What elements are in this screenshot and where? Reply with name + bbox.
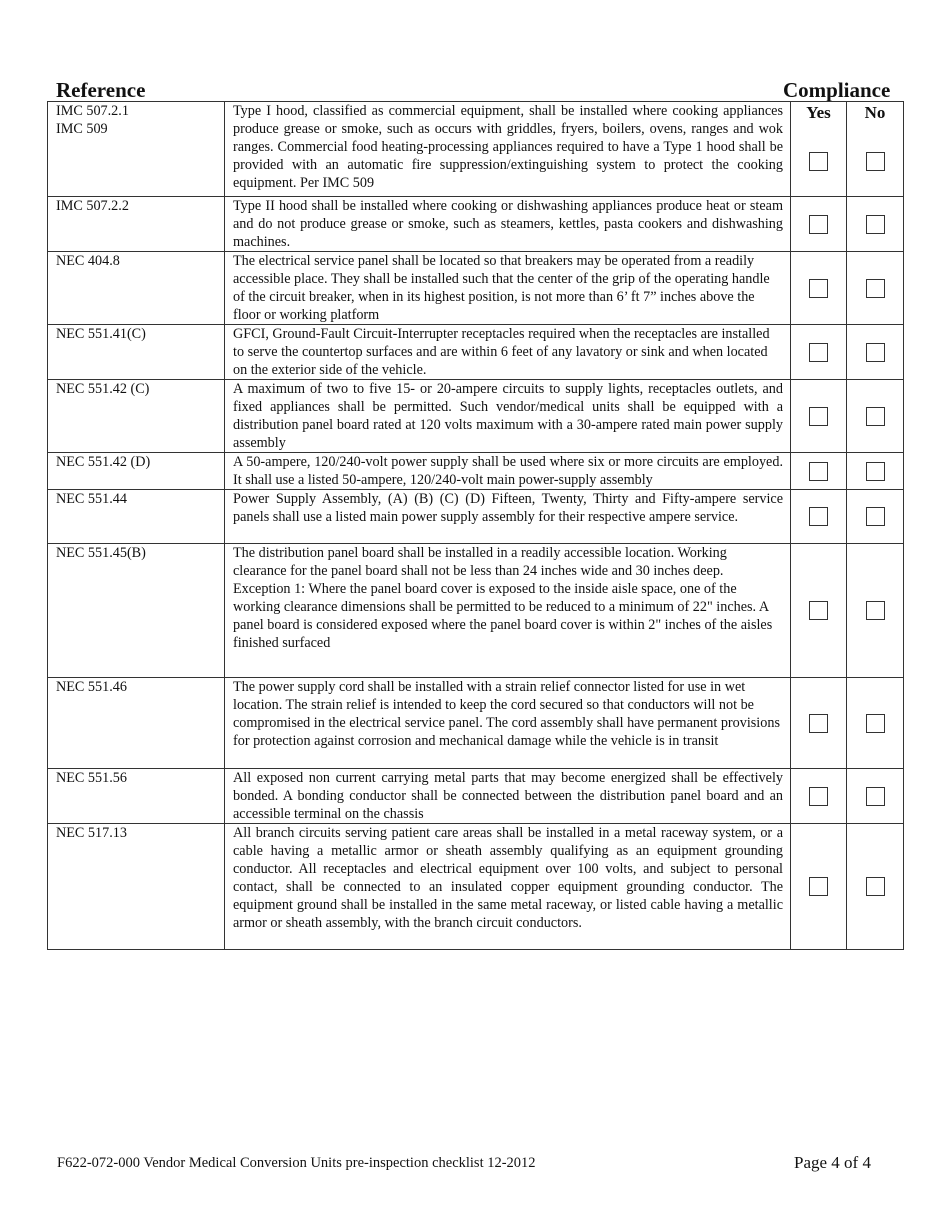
reference-cell: NEC 404.8	[48, 252, 225, 325]
no-cell	[847, 102, 904, 197]
table-row	[48, 490, 904, 544]
table-row	[48, 102, 904, 197]
no-checkbox[interactable]	[866, 215, 885, 234]
table-row	[48, 453, 904, 490]
requirement-cell: The electrical service panel shall be located so that breakers may be operated from a readily accessible place. They shall be installed such that the center of the grip of the operating handle of the circuit breaker, when in its highest position, is not more than 6’ ft 7” inches above the floor or working platform	[225, 252, 791, 325]
reference-cell: NEC 551.46	[48, 678, 225, 769]
no-checkbox[interactable]	[866, 407, 885, 426]
yes-cell	[791, 824, 847, 950]
no-checkbox[interactable]	[866, 279, 885, 298]
requirement-cell: The power supply cord shall be installed with a strain relief connector listed for use in wet location. The strain relief is intended to keep the cord secured so that conductors will not be compromised in the electrical service panel. The cord assembly shall have permanent provisions for protection against corrosion and mechanical damage while the vehicle is in transit	[225, 678, 791, 769]
no-checkbox[interactable]	[866, 601, 885, 620]
table-row	[48, 824, 904, 950]
reference-cell: IMC 507.2.2	[48, 197, 225, 252]
requirement-cell: All exposed non current carrying metal parts that may become energized shall be effectively bonded. A bonding conductor shall be connected between the distribution panel board and an accessible terminal on the chassis	[225, 769, 791, 824]
yes-checkbox[interactable]	[809, 877, 828, 896]
yes-cell	[791, 678, 847, 769]
requirement-cell: A 50-ampere, 120/240-volt power supply shall be used where six or more circuits are employed. It shall use a listed 50-ampere, 120/240-volt main power-supply assembly	[225, 453, 791, 490]
requirement-cell: All branch circuits serving patient care areas shall be installed in a metal raceway system, or a cable having a metallic armor or sheath assembly qualifying as an equipment grounding conductor. All receptacles and electrical equipment over 100 volts, and subject to personal contact, shall be connected to an insulated copper equipment grounding conductor. The equipment ground shall be installed in the same metal raceway, or listed cable having a metallic armor or sheath assembly, with the branch circuit conductors.	[225, 824, 791, 950]
reference-cell: NEC 551.41(C)	[48, 325, 225, 380]
yes-checkbox[interactable]	[809, 601, 828, 620]
table-row	[48, 678, 904, 769]
table-row	[48, 544, 904, 678]
table-row	[48, 252, 904, 325]
yes-cell	[791, 197, 847, 252]
reference-cell: NEC 517.13	[48, 824, 225, 950]
no-column-label: No	[864, 103, 886, 122]
yes-cell	[791, 769, 847, 824]
no-cell	[847, 544, 904, 678]
no-cell	[847, 453, 904, 490]
yes-cell	[791, 325, 847, 380]
no-cell	[847, 490, 904, 544]
table-row	[48, 380, 904, 453]
reference-cell: NEC 551.56	[48, 769, 225, 824]
yes-cell	[791, 490, 847, 544]
yes-checkbox[interactable]	[809, 343, 828, 362]
reference-cell: NEC 551.44	[48, 490, 225, 544]
requirement-cell: The distribution panel board shall be installed in a readily accessible location. Working clearance for the panel board shall not be less than 24 inches wide and 30 inches deep. Exception 1: Where the panel board cover is exposed to the inside aisle space, one of the working clearance dimensions shall be permitted to be reduced to a minimum of 22" inches. A panel board is considered exposed where the panel board cover is within 2" inches of the aisles finished surfaced	[225, 544, 791, 678]
yes-checkbox[interactable]	[809, 787, 828, 806]
no-checkbox[interactable]	[866, 507, 885, 526]
no-checkbox[interactable]	[866, 877, 885, 896]
no-cell	[847, 769, 904, 824]
no-cell	[847, 824, 904, 950]
compliance-heading: Compliance	[783, 78, 891, 102]
no-cell	[847, 678, 904, 769]
requirement-cell: A maximum of two to five 15- or 20-ampere circuits to supply lights, receptacles outlets, and fixed appliances shall be permitted. Such vendor/medical units shall be equipped with a distribution panel board rated at 120 volts maximum with a 30-ampere rated main power supply assembly	[225, 380, 791, 453]
table-row	[48, 197, 904, 252]
yes-cell	[791, 252, 847, 325]
requirement-cell: Type I hood, classified as commercial equipment, shall be installed where cooking appliances produce grease or smoke, such as occurs with griddles, fryers, boilers, ovens, ranges and wok ranges. Commercial food heating-processing appliances required to have a Type 1 hood shall be provided with an automatic fire suppression/extinguishing system to protect the cooking equipment. Per IMC 509	[225, 102, 791, 197]
form-number-footer: F622-072-000 Vendor Medical Conversion Units pre-inspection checklist 12-2012	[57, 1155, 536, 1171]
table-row	[48, 325, 904, 380]
table-row	[48, 769, 904, 824]
no-checkbox[interactable]	[866, 343, 885, 362]
yes-checkbox[interactable]	[809, 462, 828, 481]
reference-cell: NEC 551.42 (C)	[48, 380, 225, 453]
yes-cell	[791, 544, 847, 678]
page-number: Page 4 of 4	[794, 1153, 871, 1172]
no-cell	[847, 252, 904, 325]
yes-checkbox[interactable]	[809, 507, 828, 526]
reference-heading: Reference	[56, 78, 146, 102]
no-cell	[847, 325, 904, 380]
no-checkbox[interactable]	[866, 462, 885, 481]
reference-cell: NEC 551.45(B)	[48, 544, 225, 678]
yes-cell	[791, 102, 847, 197]
yes-checkbox[interactable]	[809, 152, 828, 171]
yes-cell	[791, 380, 847, 453]
requirement-cell: Power Supply Assembly, (A) (B) (C) (D) Fifteen, Twenty, Thirty and Fifty-ampere service panels shall use a listed main power supply assembly for their respective ampere service.	[225, 490, 791, 544]
requirement-cell: GFCI, Ground-Fault Circuit-Interrupter receptacles required when the receptacles are installed to serve the countertop surfaces and are within 6 feet of any lavatory or sink and when located on the exterior side of the vehicle.	[225, 325, 791, 380]
yes-checkbox[interactable]	[809, 407, 828, 426]
reference-cell: NEC 551.42 (D)	[48, 453, 225, 490]
yes-column-label: Yes	[806, 103, 831, 122]
no-checkbox[interactable]	[866, 787, 885, 806]
no-checkbox[interactable]	[866, 152, 885, 171]
yes-cell	[791, 453, 847, 490]
no-cell	[847, 380, 904, 453]
yes-checkbox[interactable]	[809, 279, 828, 298]
yes-checkbox[interactable]	[809, 714, 828, 733]
reference-cell: IMC 507.2.1 IMC 509	[48, 102, 225, 197]
requirement-cell: Type II hood shall be installed where cooking or dishwashing appliances produce heat or steam and do not produce grease or smoke, such as steamers, kettles, pasta cookers and dishwashing machines.	[225, 197, 791, 252]
no-cell	[847, 197, 904, 252]
yes-checkbox[interactable]	[809, 215, 828, 234]
checklist-table	[47, 101, 904, 950]
no-checkbox[interactable]	[866, 714, 885, 733]
